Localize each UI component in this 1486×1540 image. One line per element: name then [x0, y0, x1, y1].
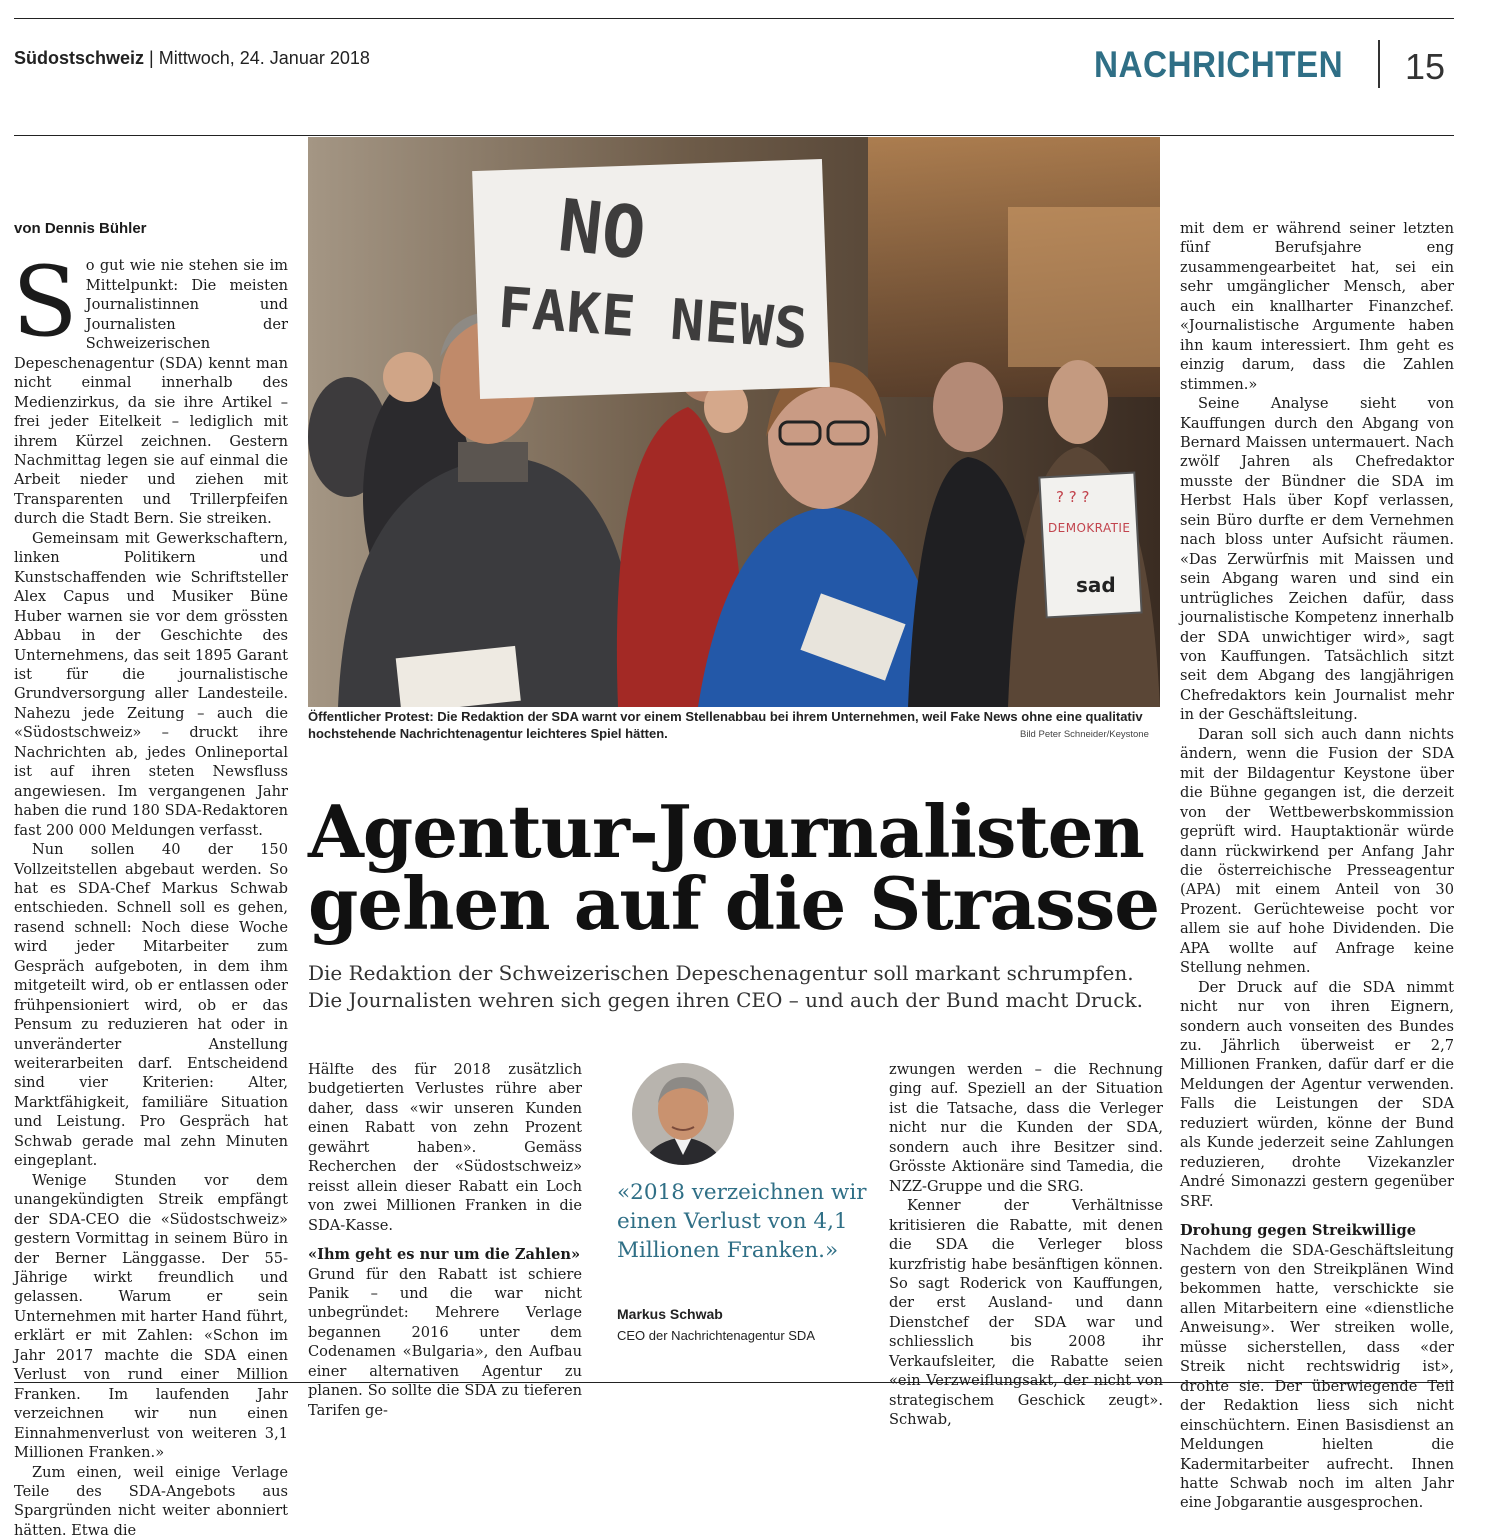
article-column-1 — [14, 219, 288, 1540]
quote-author: Markus Schwab — [617, 1306, 723, 1322]
masthead-separator: | — [149, 48, 154, 68]
paragraph: Hälfte des für 2018 zusätzlich budgetierten Verlustes rühre aber daher, dass «wir unseren Kunden einen Rabatt von zehn Prozent gewährt haben». Gemäss Recherchen der «Südostschweiz» reisst allein dieser Rabatt ein Loch von zwei Millionen Franken in die SDA-Kasse. — [308, 1061, 582, 1234]
quote-author-role: CEO der Nachrichtenagentur SDA — [617, 1328, 815, 1343]
photo-caption: Öffentlicher Protest: Die Redaktion der SDA warnt vor einem Stellenabbau bei ihrem Unternehmen, weil Fake News ohne eine qualitativ hochstehende Nachrichtenagentur leichteres Spiel hätten. — [308, 709, 1143, 741]
pull-quote: «2018 verzeichnen wir einen Verlust von 4,1 Millionen Franken.» — [617, 1180, 867, 1263]
paragraph: Kenner der Verhältnisse kritisieren die Rabatte, mit denen die SDA die Verleger bloss kurzfristig habe besänftigen können. So sagt Roderick von Kauffungen, der erst Ausland- und dann Dienstchef der SDA war und schliesslich bis 2008 ihr Verkaufsleiter, die Rabatte seien «ein Verzweiflungsakt, der nicht von strategischem Geschick zeugt». Schwab, — [889, 1197, 1163, 1429]
byline: von Dennis Bühler — [14, 220, 147, 237]
masthead — [14, 48, 370, 69]
header-rule — [14, 135, 1454, 136]
subheading: Drohung gegen Streikwillige — [1180, 1222, 1417, 1240]
section-title: NACHRICHTEN — [1094, 44, 1344, 85]
photo-credit: Bild Peter Schneider/Keystone — [1020, 729, 1149, 740]
sign-small-text: DEMOKRATIE — [1048, 521, 1130, 535]
paragraph: Der Druck auf die SDA nimmt nicht nur von ihren Eignern, sondern auch vonseiten des Bundes zu. Jährlich überweist er 2,7 Millionen Franken, dafür darf er die Meldungen der Agentur verwenden. Falls die Leistungen der SDA reduziert würden, könne der Bund als Kunde jederzeit seine Zahlungen reduzieren, drohte Vizekanzler André Simonazzi gestern gegenüber SRF. — [1180, 978, 1454, 1210]
paper-name: Südostschweiz — [14, 48, 145, 68]
article-column-4 — [1180, 219, 1454, 1513]
headline — [308, 789, 1168, 946]
headline-line-2: gehen auf die Strasse — [308, 861, 1160, 946]
paragraph: So gut wie nie stehen sie im Mittelpunkt: Die meisten Journalistinnen und Journalisten der Schweizerischen Depeschenagentur (SDA) kennt man nicht einmal innerhalb des Medienzirkus, da sie ihre Artikel – frei jeder Eitelkeit – lediglich mit ihrem Kürzel zeichnen. Gestern Nachmittag legen sie auf einmal die Arbeit nieder und ziehen mit Transparenten und Trillerpfeifen durch die Stadt Bern. Sie streiken. — [12, 246, 288, 528]
article-photo — [308, 137, 1160, 707]
paragraph: Gemeinsam mit Gewerkschaftern, linken Politikern und Kunstschaffenden wie Schriftsteller Alex Capus und Musiker Büne Huber warnen sie vor dem grössten Abbau in der Geschichte des Unternehmens, das seit 1895 Garant ist für die journalistische Grundversorgung aller Landesteile. Nahezu jede Zeitung – auch die «Südostschweiz» – druckt ihre Nachrichten ab, jedes Onlineportal ist auf ihren steten Newsfluss angewiesen. Im vergangenen Jahr haben die rund 180 SDA-Redaktoren fast 200 000 Meldungen verfasst. — [14, 529, 288, 839]
paragraph: Nachdem die SDA-Geschäftsleitung gestern von den Streikplänen Wind bekommen hatte, verschickte sie allen Mitarbeitern eine «dienstliche Anweisung». Wer streiken wolle, müsse sicherstellen, dass «der Streik nicht rechtswidrig ist», drohte sie. Der überwiegende Teil der Redaktion liess sich nicht einschüchtern. Einen Basisdienst an Meldungen hielten die Kadermitarbeiter aufrecht. Ihnen hatte Schwab noch im alten Jahr eine Jobgarantie ausgesprochen. — [1180, 1241, 1454, 1512]
drop-cap: S — [12, 246, 78, 359]
sign-small-logo: sad — [1076, 573, 1116, 597]
paragraph: Grund für den Rabatt ist schiere Panik – und die war nicht unbegründet: Mehrere Verlage begannen 2016 unter dem Codenamen «Bulgaria», den Aufbau einer alternativen Agentur zu planen. So sollte die SDA zu tieferen Tarifen ge- — [308, 1265, 582, 1419]
paragraph: Nun sollen 40 der 150 Vollzeitstellen abgebaut werden. So hat es SDA-Chef Markus Schwab entschieden. Schnell soll es gehen, rasend schnell: Noch diese Woche wird jeder Mitarbeiter zum Gespräch aufgeboten, in dem ihm mitgeteilt wird, ob er entlassen oder frühpensioniert wird, ob er das Pensum zu reduzieren hat oder in unveränderter Anstellung weiterarbeiten darf. Entscheidend sind vier Kriterien: Alter, Marktfähigkeit, familiäre Situation und Leistung. Pro Gespräch hat Schwab gerade mal zehn Minuten eingeplant. — [14, 841, 288, 1170]
issue-date: Mittwoch, 24. Januar 2018 — [158, 48, 370, 68]
paragraph: mit dem er während seiner letzten fünf Berufsjahre eng zusammengearbeitet hat, sei ein sehr umgänglicher Mensch, aber auch ein knallharter Finanzchef. «Journalistische Argumente haben ihn kaum interessiert. Ihm geht es einzig darum, dass die Zahlen stimmen.» — [1180, 220, 1454, 393]
sign-text-no: NO — [554, 183, 650, 276]
top-rule — [14, 18, 1454, 19]
article-column-2 — [308, 1060, 582, 1420]
sign-text-fake-news: FAKE NEWS — [495, 275, 810, 363]
article-column-3 — [889, 1060, 1163, 1430]
sign-small-q: ? ? ? — [1056, 488, 1090, 506]
portrait-photo — [632, 1063, 734, 1165]
paragraph: zwungen werden – die Rechnung ging auf. Speziell an der Situation ist die Tatsache, dass die Verleger nicht nur die Kunden der SDA, sondern auch ihre Besitzer sind. Grösste Aktionäre sind Tamedia, die NZZ-Gruppe und die SRG. — [889, 1061, 1163, 1195]
subheading: «Ihm geht es nur um die Zahlen» — [308, 1246, 581, 1264]
protest-photo — [308, 137, 1160, 707]
paragraph: Wenige Stunden vor dem unangekündigten Streik empfängt der SDA-CEO die «Südostschweiz» gestern Vormittag in seinem Büro in der Berner Länggasse. Der 55-Jährige wirkt freundlich und gelassen. Warum er sein Unternehmen mit harter Hand führt, erklärt er mit Zahlen: «Schon im Jahr 2017 machte die SDA einen Verlust von rund einer Million Franken. Im laufenden Jahr verzeichnen wir nun einen Einnahmenverlust von weiteren 3,1 Millionen Franken.» — [14, 1171, 288, 1462]
avatar — [632, 1063, 734, 1165]
lead-text: Die Redaktion der Schweizerischen Depeschenagentur soll markant schrumpfen. Die Journalisten wehren sich gegen ihren CEO – und auch der Bund macht Druck. — [308, 961, 1143, 1012]
paragraph: Zum einen, weil einige Verlage Teile des SDA-Angebots aus Spargründen nicht weiter abonniert hätten. Etwa die — [14, 1463, 288, 1539]
page-number: 15 — [1405, 46, 1446, 87]
header-divider — [1378, 40, 1380, 88]
paragraph: Daran soll sich auch dann nichts ändern, wenn die Fusion der SDA mit der Bildagentur Keystone über die Bühne gegangen ist, die derzeit von der Wettbewerbskommission geprüft wird. Hauptaktionär würde dann rückwirkend per Anfang Jahr die österreichische Presseagentur (APA) mit einem Anteil von 30 Prozent. Gerüchteweise pocht vor allem sie auf hohe Dividenden. Die APA wollte auf Anfrage keine Stellung nehmen. — [1180, 725, 1454, 977]
paragraph: Seine Analyse sieht von Kauffungen durch den Abgang von Bernard Maissen untermauert. Nach zwölf Jahren als Chefredaktor musste der Bündner die SDA im Herbst Hals über Kopf verlassen, sein Büro durfte er dem Vernehmen nach bloss unter Aufsicht räumen. «Das Zerwürfnis mit Maissen und sein Abgang waren und sind ein untrügliches Zeichen dafür, dass journalistische Kompetenz innerhalb der SDA unwichtiger wird», sagt von Kauffungen. Tatsächlich sitzt seit dem Abgang des langjährigen Chefredaktors kein Journalist mehr in der Geschäftsleitung. — [1180, 395, 1454, 724]
headline-line-1: Agentur-Journalisten — [308, 789, 1144, 874]
